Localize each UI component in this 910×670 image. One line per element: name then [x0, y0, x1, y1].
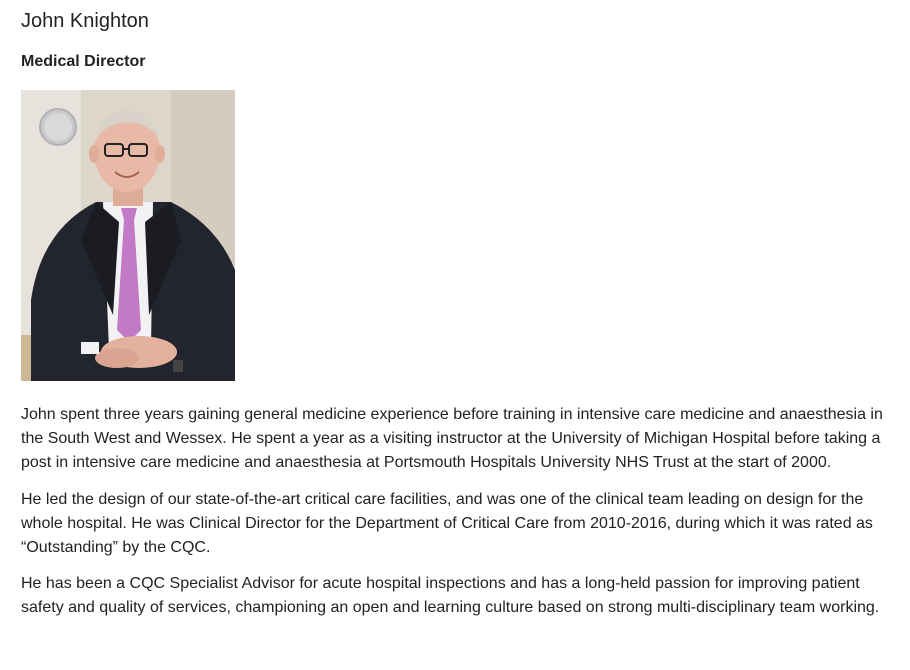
bio-paragraph: John spent three years gaining general medicine experience before training in intensive care medicine and anaesthesia in the South West and Wessex. He spent a year as a visiting instructor at the University of Michigan Hospital before taking a post in intensive care medicine and anaesthesia at Portsmouth Hospitals University NHS Trust at the start of 2000.	[21, 406, 883, 472]
bio-paragraph: He has been a CQC Specialist Advisor for acute hospital inspections and has a long-held passion for improving patient safety and quality of services, championing an open and learning culture based on strong multi-disciplinary team working.	[21, 575, 880, 617]
job-title: Medical Director	[21, 53, 146, 70]
portrait-photo	[21, 90, 235, 381]
biography	[21, 403, 891, 633]
person-name: John Knighton	[21, 10, 149, 32]
bio-paragraph: He led the design of our state-of-the-art critical care facilities, and was one of the clinical team leading on design for the whole hospital. He was Clinical Director for the Department of Critical Care from 2010-2016, during which it was rated as “Outstanding” by the CQC.	[21, 490, 873, 557]
